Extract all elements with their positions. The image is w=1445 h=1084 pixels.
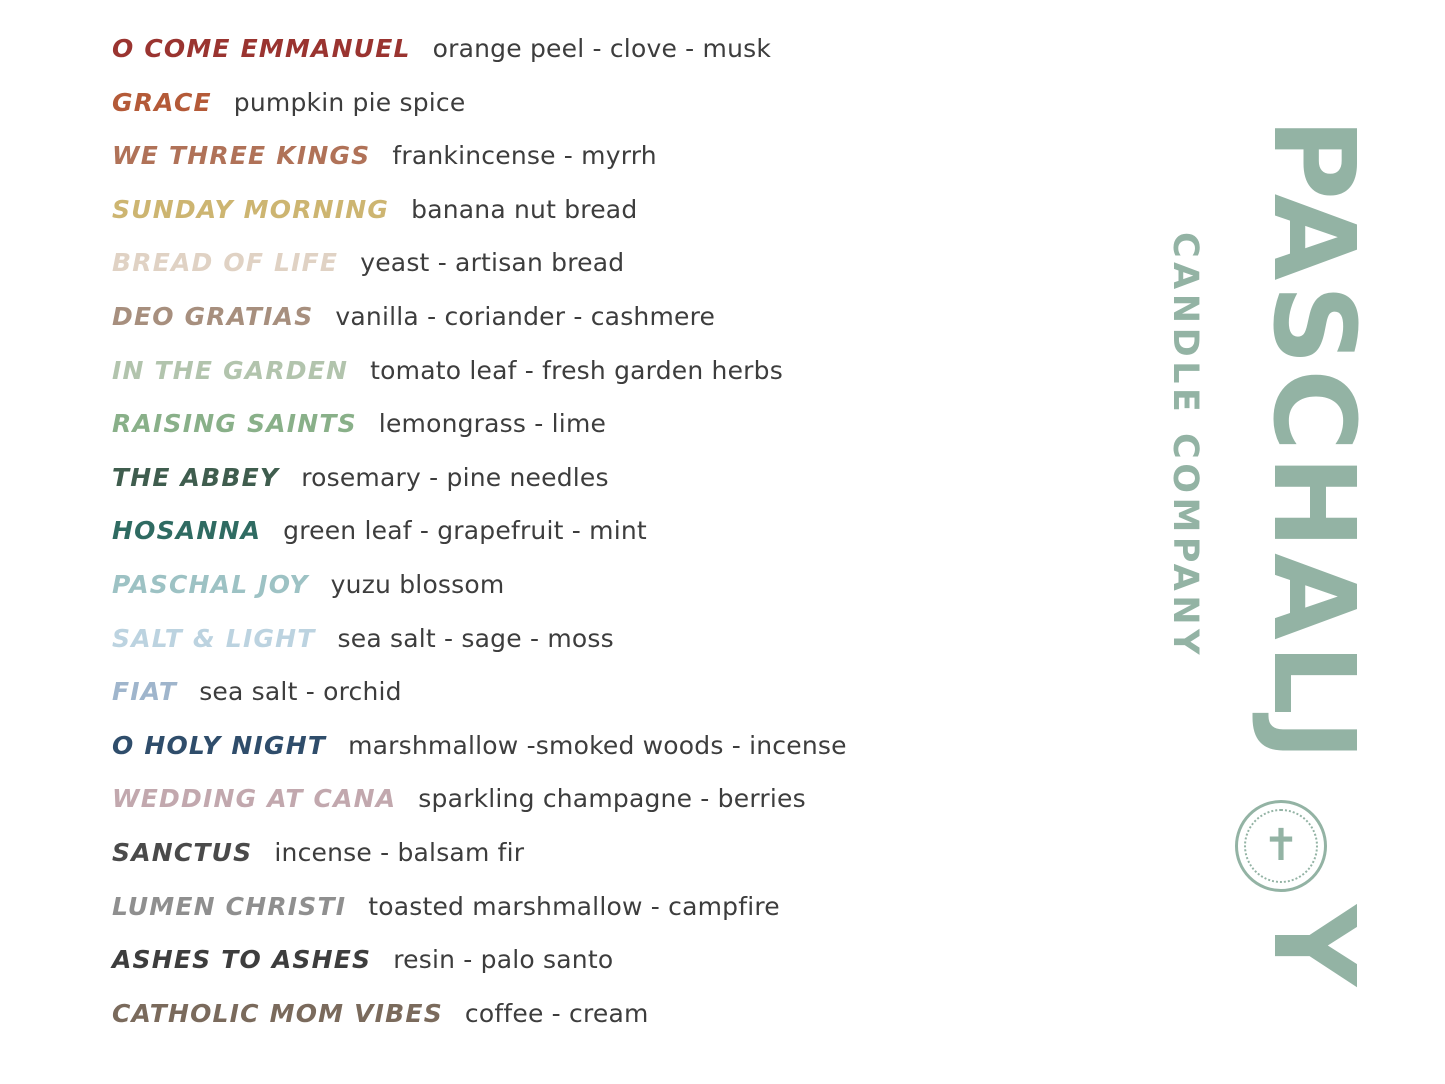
cross-icon: ✝	[1262, 820, 1300, 871]
scent-row	[112, 731, 1122, 785]
scent-row	[112, 34, 1122, 88]
scent-row	[112, 88, 1122, 142]
cross-medallion-icon	[1235, 800, 1327, 892]
scent-name: O HOLY NIGHT	[112, 730, 327, 760]
scent-name: O COME EMMANUEL	[112, 34, 411, 63]
scent-notes: sparkling champagne - berries	[418, 784, 806, 814]
scent-notes: rosemary - pine needles	[301, 462, 609, 492]
scent-row	[112, 516, 1122, 570]
scent-name: SUNDAY MORNING	[112, 194, 390, 224]
scent-row	[112, 624, 1122, 678]
scent-name: ASHES TO ASHES	[112, 945, 372, 975]
scent-row	[112, 838, 1122, 892]
scent-row	[112, 141, 1122, 195]
scent-notes: pumpkin pie spice	[233, 87, 466, 117]
scent-row	[112, 570, 1122, 624]
scent-name: LUMEN CHRISTI	[112, 891, 347, 921]
scent-notes: frankincense - myrrh	[392, 141, 657, 171]
scent-row	[112, 302, 1122, 356]
brand-tagline: CANDLE COMPANY	[1165, 232, 1205, 659]
scent-notes: yuzu blossom	[330, 569, 505, 599]
scent-notes: green leaf - grapefruit - mint	[283, 516, 647, 546]
scent-notes: coffee - cream	[464, 998, 649, 1028]
scent-row	[112, 248, 1122, 302]
scent-list	[112, 34, 1122, 1052]
scent-row	[112, 892, 1122, 946]
scent-notes: yeast - artisan bread	[360, 248, 625, 278]
scent-row	[112, 945, 1122, 999]
scent-name: IN THE GARDEN	[112, 355, 349, 385]
scent-row	[112, 409, 1122, 463]
scent-name: RAISING SAINTS	[112, 409, 357, 439]
scent-notes: vanilla - coriander - cashmere	[335, 301, 716, 331]
scent-name: GRACE	[112, 87, 212, 117]
scent-name: SANCTUS	[112, 837, 253, 867]
scent-notes: orange peel - clove - musk	[432, 34, 772, 63]
scent-row	[112, 356, 1122, 410]
scent-name: BREAD OF LIFE	[112, 248, 339, 278]
scent-notes: marshmallow -smoked woods - incense	[348, 730, 847, 760]
brand-name: PASCHALJ	[1248, 118, 1378, 765]
scent-name: DEO GRATIAS	[112, 301, 314, 331]
scent-notes: sea salt - sage - moss	[337, 623, 614, 653]
scent-notes: resin - palo santo	[393, 945, 614, 975]
scent-row	[112, 463, 1122, 517]
scent-notes: banana nut bread	[411, 194, 638, 224]
brand-name-tail: Y	[1248, 905, 1378, 991]
scent-notes: lemongrass - lime	[378, 409, 607, 439]
scent-name: WEDDING AT CANA	[112, 784, 397, 814]
scent-notes: toasted marshmallow - campfire	[368, 891, 780, 921]
scent-name: THE ABBEY	[112, 462, 280, 492]
brand-logo	[1107, 0, 1378, 1084]
scent-name: CATHOLIC MOM VIBES	[112, 998, 443, 1028]
scent-notes: incense - balsam fir	[274, 837, 525, 867]
scent-name: FIAT	[112, 677, 178, 707]
scent-row	[112, 195, 1122, 249]
scent-name: WE THREE KINGS	[112, 141, 371, 171]
scent-name: PASCHAL JOY	[112, 569, 309, 599]
scent-row	[112, 677, 1122, 731]
scent-row	[112, 999, 1122, 1053]
scent-notes: sea salt - orchid	[199, 677, 402, 707]
scent-name: SALT & LIGHT	[112, 623, 316, 653]
scent-row	[112, 784, 1122, 838]
scent-notes: tomato leaf - fresh garden herbs	[370, 355, 783, 385]
scent-name: HOSANNA	[112, 516, 262, 546]
